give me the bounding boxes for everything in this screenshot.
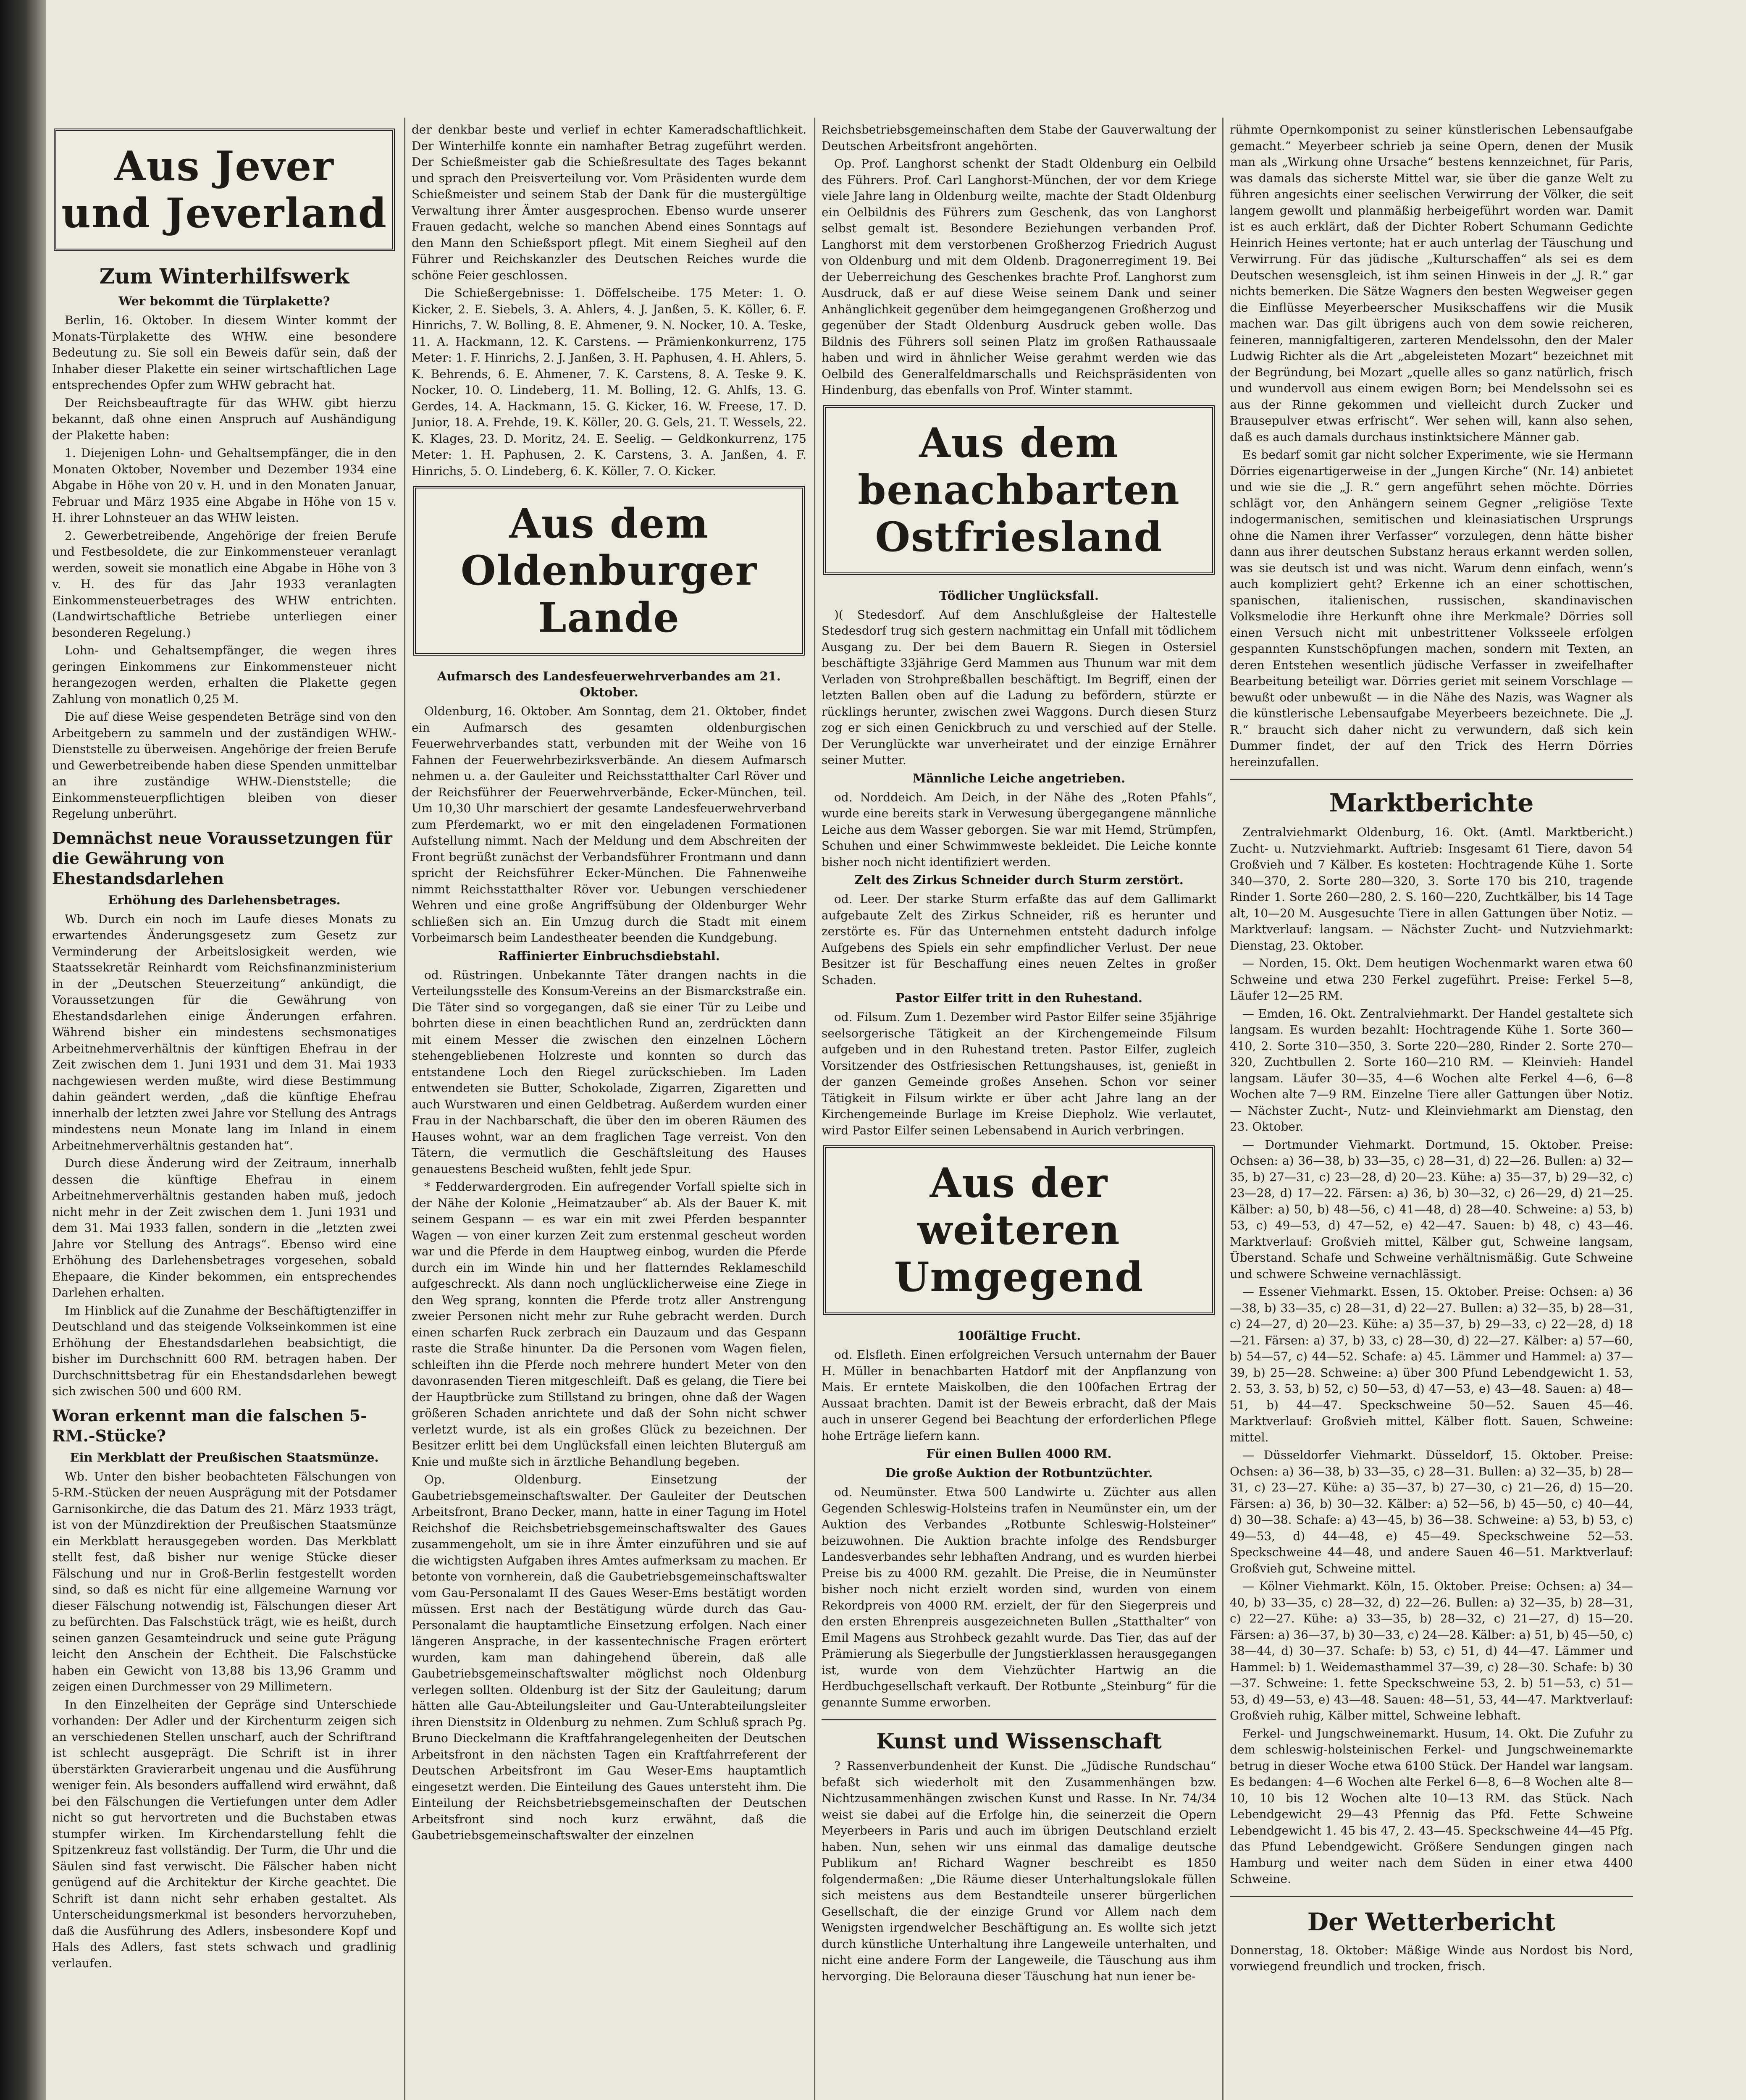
paragraph: In den Einzelheiten der Gepräge sind Unterschiede vorhanden: Der Adler und der Kirchenturm zeigen sich an verschiedenen Stellen unscharf, auch der Schriftrand ist schlecht ausgeprägt. Die Schrift ist in ihrer überstärkten Gravierarbeit ungenau und die Ausführung weniger fein. Als besonders auffallend wird erwähnt, daß bei den Fälschungen die Vertiefungen unter dem Adler nicht so gut hervortreten und die Buchstaben etwas stumpfer wirken. Im Kirchendarstellung fehlt die Spitzenkreuz fast vollständig. Der Turm, die Uhr und die Säulen sind fast verwischt. Die Fälscher haben nicht genügend auf die Architektur der Kirche geachtet. Die Schrift ist dann nicht sehr erhaben gestaltet. Als Unterscheidungsmerkmal ist besonders hervorzuheben, daß die Ausführung des Adlers, insbesondere Kopf und Hals des Adlers, fast stets schwach und gradlinig verlaufen. (52, 1697, 396, 1970)
market-report: Zentralviehmarkt Oldenburg, 16. Okt. (Amtl. Marktbericht.) Zucht- u. Nutzviehmarkt. Auftrieb: Insgesamt 61 Tiere, davon 54 Großvieh und 7 Kälber. Es kosteten: Hochtragende Kühe 1. Sorte 340—370, 2. Sorte 280—320, 3. Sorte 170 bis 210, tragende Rinder 1. Sorte 260—280, 2. S. 160—220, Zuchtkälber, bis 14 Tage alt, 10—20 M. Ausgesuchte Tiere in allen Gattungen über Notiz. — Marktverlauf: langsam. — Nächster Zucht- und Nutzviehmarkt: Dienstag, 23. Oktober. (1230, 825, 1633, 953)
market-report: — Essener Viehmarkt. Essen, 15. Oktober. Preise: Ochsen: a) 36—38, b) 33—35, c) 28—31, d) 22—27. Bullen: a) 32—35, b) 28—31, c) 24—27, d) 20—23. Kühe: a) 35—37, b) 29—33, c) 22—28, d) 18—21. Färsen: a) 37, b) 33, c) 28—30, d) 22—27. Kälber: a) 57—60, b) 54—57, c) 44—52. Schafe: a) 45. Lämmer und Hammel: a) 37—39, b) 25—28. Schweine: a) über 300 Pfund Lebendgewicht 1. 53, 2. 53, 3. 53, b) 52, c) 50—53, d) 47—53, e) 43—48. Sauen: a) 48—51, b) 44—47. Speckschweine 50—52. Sauen 45—46. Marktverlauf: Großvieh mittel, Kälber flott. Sauen, Schweine: mittel. (1230, 1285, 1633, 1444)
newspaper-page (46, 0, 1746, 2100)
weather-report-title: Der Wetterbericht (1307, 1907, 1556, 1936)
column-2 (412, 122, 806, 2100)
paragraph: Reichsbetriebsgemeinschaften dem Stabe der Gauverwaltung der Deutschen Arbeitsfront angehörten. (822, 123, 1216, 153)
paragraph: Op. Prof. Langhorst schenkt der Stadt Oldenburg ein Oelbild des Führers. Prof. Carl Langhorst-München, der vor dem Kriege viele Jahre lang in Oldenburg weilte, machte der Stadt Oldenburg ein Oelbildnis des Führers zum Geschenk, das von Langhorst selbst gemalt ist. Besondere Beziehungen verbanden Prof. Langhorst mit dem verstorbenen Großherzog Friedrich August von Oldenburg und mit dem Oldenb. Dragonerregiment 19. Bei der Ueberreichung des Geschenkes brachte Prof. Langhorst zum Ausdruck, daß er auf diese Weise seinem Dank und seiner Anhänglichkeit gegenüber dem heimgegangenen Großherzog und gegenüber der Stadt Oldenburg Ausdruck geben wolle. Das Bildnis des Führers soll seinen Platz im großen Rathaussaale haben und wird in ähnlicher Weise gerahmt werden wie das Oelbild des Generalfeldmarschalls und Reichspräsidenten von Hindenburg, das ebenfalls von Prof. Winter stammt. (822, 157, 1216, 397)
divider (822, 1719, 1216, 1720)
market-report: — Dortmunder Viehmarkt. Dortmund, 15. Oktober. Preise: Ochsen: a) 36—38, b) 33—35, c) 28—31, d) 22—26. Bullen: a) 32—35, b) 27—31, c) 23—28, d) 20—23. Kühe: a) 35—37, b) 29—32, c) 23—28, d) 17—22. Färsen: a) 36, b) 30—32, c) 26—29, d) 21—25. Kälber: a) 50, b) 48—56, c) 41—48, d) 28—40. Schweine: a) 53, b) 53, c) 49—53, d) 47—52, e) 42—47. Sauen: b) 48, c) 43—46. Marktverlauf: Großvieh mittel, Kälber gut, Schweine langsam, Überstand. Schafe und Schweine verhältnismäßig. Gute Schweine und schwere Schweine vernachlässigt. (1230, 1137, 1633, 1281)
paragraph: der denkbar beste und verlief in echter Kameradschaftlichkeit. Der Winterhilfe konnte ein namhafter Betrag zugeführt werden. Der Schießmeister gab die Schießresultate des Tages bekannt und sprach den Preisverteilung vor. Vom Präsidenten wurde dem Schießmeister und seinem Stab der Dank für die mustergültige Verwaltung ihrer Ämter ausgesprochen. Ebenso wurde unserer Frauen gedacht, welche so manchen Abend eines Sonntags auf den Mann den Schießsport pflegt. Mit einem Siegheil auf den Führer und Reichskanzler des Deutschen Reiches wurde die schöne Feier geschlossen. (412, 123, 806, 282)
subheadline: Die große Auktion der Rotbuntzüchter. (885, 1466, 1153, 1480)
section-header-line: Aus dem Oldenburger (460, 500, 758, 594)
subheadline: Tödlicher Unglücksfall. (939, 588, 1099, 603)
paragraph: rühmte Opernkomponist zu seiner künstlerischen Lebensaufgabe gemacht.“ Meyerbeer schrieb ja seine Opern, denen der Musik man als „Wirkung ohne Ursache“ bestens kennzeichnet, für Paris, was damals das sicherste Mittel war, sie über die ganze Welt zu führen angesichts einer seelischen Verwirrung der Völker, die seit langem gewollt und planmäßig herbeigeführt worden war. Damit ist es auch erklärt, daß der Dichter Robert Schumann Gedichte Heinrich Heines vertonte; hat er auch unterlag der Täuschung und Verwirrung. Für das jüdische „Kulturschaffen“ als sei es dem Deutschen wesensgleich, ist ihm seinen Hinweis in der „J. R.“ gar nichts bemerken. Die Sätze Wagners den besten Wegweiser gegen die Einflüsse Meyerbeerscher Musikschaffens wir die Musik machen war. Das gilt übrigens auch von dem sowie reicheren, feineren, mannigfaltigeren, zarteren Mendelssohn, den der Maler Ludwig Richter als die Art „abgeleisteten Mozart“ bezeichnet mit der Begründung, bei Mozart „quelle alles so ganz natürlich, frisch und wundervoll aus einem ewigen Born; bei Mendelssohn sei es aus der Rinne gekommen und vielleicht durch Zucker und Brausepulver etwas erfrischt“. Wer sehen will, kann also sehen, daß es auch damals durchaus instinktsichere Männer gab. (1230, 123, 1633, 444)
paragraph: od. Neumünster. Etwa 500 Landwirte u. Züchter aus allen Gegenden Schleswig-Holsteins trafen in Neumünster ein, um der Auktion des Verbandes „Rotbunte Schleswig-Holsteiner“ beizuwohnen. Die Auktion brachte infolge des Rendsburger Landesverbandes sehr lebhaften Andrang, und es wurden hierbei Preise bis zu 4000 RM. gezahlt. Die Preise, die in Neumünster bisher noch nicht erzielt worden sind, wurden von einem Rekordpreis von 4000 RM. erzielt, der für den Siegerpreis und den ersten Ehrenpreis ausgezeichneten Bullen „Statthalter“ von Emil Magens aus Strohbeck gezahlt wurde. Das Tier, das auf der Prämierung als Siegerbulle der Jungstierklassen herausgegangen ist, wurde von dem Viehzüchter Hartwig an die Herdbuchgesellschaft verkauft. Der Rotbunte „Steinburg“ für die genannte Summe erworben. (822, 1485, 1216, 1709)
paragraph: 2. Gewerbetreibende, Angehörige der freien Berufe und Festbesoldete, die zur Einkommensteuer veranlagt werden, soweit sie monatlich eine Abgabe in Höhe von 3 v. H. des für das Jahr 1933 veranlagten Einkommensteuerbetrages des WHW entrichten. (Landwirtschaftliche Betriebe unterliegen einer besonderen Regelung.) (52, 528, 396, 640)
paragraph: Wb. Durch ein noch im Laufe dieses Monats zu erwartendes Änderungsgesetz zum Gesetz zur Verminderung der Arbeitslosigkeit werden, wie Staatssekretär Reinhardt vom Reichsfinanzministerium in der „Deutschen Steuerzeitung“ ankündigt, die Voraussetzungen für die Gewährung von Ehestandsdarlehen einige Änderungen erfahren. Während bisher ein mindestens sechsmonatiges Arbeitnehmerverhältnis der künftigen Ehefrau in der Zeit zwischen dem 1. Juni 1931 und dem 31. Mai 1933 nachgewiesen werden mußte, wird diese Bestimmung dahin geändert werden, „daß die künftige Ehefrau innerhalb der letzten zwei Jahre vor Stellung des Antrags mindestens neun Monate lang im Inland in einem Arbeitnehmerverhältnis gestanden hat“. (52, 912, 396, 1152)
market-report: — Emden, 16. Okt. Zentralviehmarkt. Der Handel gestaltete sich langsam. Es wurden bezahlt: Hochtragende Kühe 1. Sorte 360—410, 2. Sorte 310—350, 3. Sorte 220—280, Rinder 2. Sorte 270—320, Zuchtbullen 2. Sorte 160—210 RM. — Kleinvieh: Handel langsam. Läufer 30—35, 4—6 Wochen alte Ferkel 4—6, 6—8 Wochen alte 7—9 RM. Einzelne Tiere aller Gattungen über Notiz. — Nächster Zucht-, Nutz- und Kleinviehmarkt am Dienstag, den 23. Oktober. (1230, 1006, 1633, 1134)
headline: Woran erkennt man die falschen 5-RM.-Stücke? (52, 1406, 368, 1445)
paragraph: od. Elsfleth. Einen erfolgreichen Versuch unternahm der Bauer H. Müller in benachbarten Hatdorf mit der Anpflanzung von Mais. Er erntete Maiskolben, die den 100fachen Ertrag der Aussaat brachten. Damit ist der Beweis erbracht, daß der Mais auch in unserer Gegend bei Beachtung der erforderlichen Pflege hohe Erträge liefern kann. (822, 1348, 1216, 1443)
column-1 (52, 122, 396, 2100)
subheadline: 100fältige Frucht. (957, 1328, 1081, 1343)
section-header-line: Umgegend (894, 1253, 1144, 1301)
section-header-line: Lande (538, 594, 680, 641)
section-header-line: Aus dem benachbarten (858, 419, 1180, 514)
market-report: — Norden, 15. Okt. Dem heutigen Wochenmarkt waren etwa 60 Schweine und etwa 230 Ferkel zugeführt. Preise: Ferkel 5—8, Läufer 12—25 RM. (1230, 956, 1633, 1003)
subheadline: Männliche Leiche angetrieben. (912, 771, 1126, 785)
headline: Demnächst neue Voraussetzungen für die Gewährung von Ehestandsdarlehen (52, 828, 392, 888)
paragraph: Lohn- und Gehaltsempfänger, die wegen ihres geringen Einkommens zur Einkommensteuer nicht herangezogen werden, erhalten die Plakette gegen Zahlung von monatlich 0,25 M. (52, 643, 396, 706)
paragraph: )( Stedesdorf. Auf dem Anschlußgleise der Haltestelle Stedesdorf trug sich gestern nachmittag ein Unfall mit tödlichem Ausgang zu. Der bei dem Bauern R. Siegen in Ostersiel beschäftigte 33jährige Gerd Mammen aus Thunum war mit dem Verladen von Strohpreßballen beschäftigt. Im Begriff, einen der letzten Ballen oben auf die Ladung zu befördern, stürzte er rücklings herunter, zwischen zwei Waggons. Durch diesen Sturz zog er sich einen Genickbruch zu und verschied auf der Stelle. Der Verunglückte war unverheiratet und der einzige Ernährer seiner Mutter. (822, 607, 1216, 767)
weather-report-text: Donnerstag, 18. Oktober: Mäßige Winde aus Nordost bis Nord, vorwiegend freundlich und trocken, frisch. (1230, 1943, 1633, 1973)
subheadline: Aufmarsch des Landesfeuerwehrverbandes am 21. Oktober. (437, 669, 781, 699)
section-header-line: Aus Jever (114, 142, 334, 190)
headline: Kunst und Wissenschaft (876, 1729, 1162, 1754)
paragraph: od. Norddeich. Am Deich, in der Nähe des „Roten Pfahls“, wurde eine bereits stark in Verwesung übergegangene männliche Leiche aus dem Wasser geborgen. Sie war mit Hemd, Strümpfen, Schuhen und einer Schwimmweste bekleidet. Die Leiche konnte bisher noch nicht identifiziert werden. (822, 790, 1216, 869)
column-divider (1222, 118, 1224, 2100)
section-header-weitere-umgegend (823, 1145, 1215, 1315)
subheadline: Wer bekommt die Türplakette? (118, 294, 330, 308)
section-header-line: Aus der weiteren (917, 1159, 1121, 1254)
page-binding-edge (0, 0, 46, 2100)
headline: Zum Winterhilfswerk (99, 264, 349, 289)
paragraph: Die auf diese Weise gespendeten Beträge sind von den Arbeitgebern zu sammeln und der zuständigen WHW.-Dienststelle zu überweisen. Angehörige der freien Berufe und Gewerbetreibende haben diese Spenden unmittelbar an ihre zuständige WHW.-Dienststelle; die Einkommensteuerpflichtigen bleiben von dieser Regelung unberührt. (52, 710, 396, 821)
column-3 (822, 122, 1216, 2100)
market-report: — Düsseldorfer Viehmarkt. Düsseldorf, 15. Oktober. Preise: Ochsen: a) 36—38, b) 33—35, c) 28—31. Bullen: a) 32—35, b) 28—31, c) 23—27. Kühe: a) 35—37, b) 27—30, c) 21—26, d) 15—20. Färsen: a) 36, b) 30—32. Kälber: a) 52—56, b) 45—50, c) 40—44, d) 30—38. Schafe: a) 43—45, b) 36—38. Schweine: a) 53, b) 53, c) 49—53, d) 44—48, e) 45—49. Speckschweine 52—53. Speckschweine 44—48, und andere Sauen 46—51. Marktverlauf: Großvieh gut, Schweine mittel. (1230, 1448, 1633, 1575)
paragraph: od. Leer. Der starke Sturm erfaßte das auf dem Gallimarkt aufgebaute Zelt des Zirkus Schneider, riß es herunter und zerstörte es. Für das Unternehmen entsteht dadurch infolge Aufgebens des Spiels ein sehr empfindlicher Verlust. Der neue Besitzer ist für Beschaffung eines neuen Zeltes in großer Schaden. (822, 892, 1216, 987)
subheadline: Ein Merkblatt der Preußischen Staatsmünze. (70, 1450, 379, 1465)
column-divider (814, 118, 815, 2100)
paragraph: Wb. Unter den bisher beobachteten Fälschungen von 5-RM.-Stücken der neuen Ausprägung mit der Potsdamer Garnisonkirche, die das Datum des 21. März 1933 trägt, ist von der Münzdirektion der Preußischen Staatsmünze ein Merkblatt herausgegeben worden. Das Merkblatt stellt fest, daß bisher nur wenige Stücke dieser Fälschung und nur in Groß-Berlin festgestellt worden sind, so daß es nicht für eine allgemeine Warnung vor dieser Fälschung notwendig ist, Fälschungen dieser Art zu befürchten. Das Falschstück trägt, wie es heißt, durch seinen ganzen Gesamteindruck und seine gute Prägung leicht den Anschein der Echtheit. Die Falschstücke haben ein Gewicht von 13,88 bis 13,96 Gramm und zeigen einen Durchmesser von 29 Millimetern. (52, 1469, 396, 1693)
paragraph: Es bedarf somit gar nicht solcher Experimente, wie sie Hermann Dörries eigenartigerweise in der „Jungen Kirche“ (Nr. 14) anbietet und wie sie die „J. R.“ gern angeführt sehen möchte. Dörries schlägt vor, den Anhängern seinem Gegner „religiöse Texte indogermanischen, semitischen und kleinasiatischen Ursprungs ohne die Namen ihrer Verfasser“ vorzulegen, denn hätte bisher dann aus ihrer deutschen Substanz heraus erkannt werden sollen, was sie deutsch ist und was nicht. Warum denn einfach, wenn’s auch kompliziert geht? Erkenne ich an einer schottischen, spanischen, italienischen, russischen, skandinavischen Volksmelodie ihre Herkunft ohne ihre Merkmale? Dörries soll einen Versuch nicht mit unbestrittener Volksseele erfolgen gespannten Kunstschöpfungen machen, sondern mit Texten, an deren Entstehen wesentlich jüdische Verfasser in zweifelhafter Bearbeitung beteiligt war. Dörries geriet mit seinem Vorschlage — bewußt oder unbewußt — in die Nähe des Nazis, was Wagner als die künstlerische Lebensaufgabe Meyerbeers bezeichnete. Die „J. R.“ braucht sich daher nicht zu verwundern, daß sich kein Dummer findet, der auf den Trick des Herrn Dörries hereinzufallen. (1230, 448, 1633, 769)
column-divider (404, 118, 405, 2100)
market-reports-title: Marktberichte (1329, 788, 1534, 818)
subheadline: Pastor Eilfer tritt in den Ruhestand. (895, 991, 1143, 1005)
subheadline: Raffinierter Einbruchsdiebstahl. (498, 948, 720, 963)
subheadline: Erhöhung des Darlehensbetrages. (108, 892, 341, 907)
column-4 (1230, 122, 1633, 2100)
subheadline: Für einen Bullen 4000 RM. (926, 1446, 1112, 1461)
paragraph: ? Rassenverbundenheit der Kunst. Die „Jüdische Rundschau“ befaßt sich wiederholt mit den Zusammenhängen bzw. Nichtzusammenhängen zwischen Kunst und Rasse. In Nr. 74/34 weist sie dabei auf die Erfolge hin, die seinerzeit die Opern Meyerbeers in Paris und auch im übrigen Deutschland erzielt haben. Nun, sehen wir uns einmal das damalige deutsche Publikum an! Richard Wagner beschreibt es 1850 folgendermaßen: „Die Räume dieser Unterhaltungslokale füllen sich meistens aus dem Bestandteile unserer bürgerlichen Gesellschaft, die der einzige Grund vor Allem nach dem Wenigsten irgendwelcher Beschäftigung an. Es wollte sich jetzt durch künstliche Unterhaltung ihre Langeweile unterhalten, und nicht eine andere Form der Langeweile, die Täuschung aus ihm hervorging. Die Belorauna dieser Täuschung hat nun iener be- (822, 1759, 1216, 1983)
paragraph: Der Reichsbeauftragte für das WHW. gibt hierzu bekannt, daß ohne einen Anspruch auf Aushändigung der Plakette haben: (52, 396, 396, 442)
paragraph: Im Hinblick auf die Zunahme der Beschäftigtenziffer in Deutschland und das steigende Volkseinkommen ist eine Erhöhung der Ehestandsdarlehen beabsichtigt, die bisher im Durchschnitt 600 RM. betragen haben. Der Durchschnittsbetrag für ein Ehestandsdarlehen bewegt sich zwischen 500 und 600 RM. (52, 1303, 396, 1398)
subheadline: Zelt des Zirkus Schneider durch Sturm zerstört. (854, 873, 1184, 887)
section-header-line: Ostfriesland (875, 513, 1163, 561)
paragraph: Die Schießergebnisse: 1. Döffelscheibe. 175 Meter: 1. O. Kicker, 2. E. Siebels, 3. A. Ahlers, 4. J. Janßen, 5. K. Köller, 6. F. Hinrichs, 7. W. Bolling, 8. E. Ahmener, 9. N. Nocker, 10. A. Teske, 11. A. Hackmann, 12. K. Carstens. — Prämienkonkurrenz, 175 Meter: 1. F. Hinrichs, 2. J. Janßen, 3. H. Paphusen, 4. H. Ahlers, 5. K. Behrends, 6. E. Ahmener, 7. K. Carstens, 8. A. Teske 9. K. Nocker, 10. O. Lindeberg, 11. M. Bolling, 12. G. Ahlfs, 13. G. Gerdes, 14. A. Hackmann, 15. G. Kicker, 16. W. Freese, 17. D. Junior, 18. A. Frehde, 19. K. Köller, 20. G. Gels, 21. T. Wessels, 22. K. Klages, 23. D. Moritz, 24. E. Seelig. — Geldkonkurrenz, 175 Meter: 1. H. Paphusen, 2. K. Carstens, 3. A. Janßen, 4. F. Hinrichs, 5. O. Lindeberg, 6. K. Köller, 7. O. Kicker. (412, 286, 806, 478)
section-header-oldenburger-lande (413, 486, 805, 656)
paragraph: * Fedderwardergroden. Ein aufregender Vorfall spielte sich in der Nähe der Kolonie „Heimatzauber“ ab. Als der Bauer K. mit seinem Gespann — es war ein mit zwei Pferden bespannter Wagen — von einer kurzen Zeit zum erstenmal gescheut worden war und die Pferde in dem Hauptweg einbog, wurden die Pferde durch ein im Winde hin und her flatterndes Reklameschild aufgeschreckt. Als dann noch unglücklicherweise eine Ziege in den Weg sprang, konnten die Pferde trotz aller Anstrengung zweier Personen nicht mehr zur Ruhe gebracht werden. Durch einen scharfen Ruck zerbrach ein Dauzaum und das Gespann raste die Straße hinunter. Da die Personen vom Wagen fielen, schleiften ihn die Pferde noch mehrere hundert Meter von den davonrasenden Tieren mitgeschleift. Daß es gelang, die Tiere bei der Hauptbrücke zum Stillstand zu bringen, ohne daß der Wagen größeren Schaden anrichtete und daß der Sohn nicht schwer verletzt wurde, ist als ein großes Glück zu bezeichnen. Der Besitzer erlitt bei dem Unglücksfall einen leichten Bluterguß am Knie und mußte sich in ärztliche Behandlung begeben. (412, 1180, 806, 1469)
paragraph: 1. Diejenigen Lohn- und Gehaltsempfänger, die in den Monaten Oktober, November und Dezember 1934 eine Abgabe in Höhe von 20 v. H. und in den Monaten Januar, Februar und März 1935 eine Abgabe in Höhe von 15 v. H. ihrer Lohnsteuer an das WHW leisten. (52, 446, 396, 525)
paragraph: od. Filsum. Zum 1. Dezember wird Pastor Eilfer seine 35jährige seelsorgerische Tätigkeit an der Kirchengemeinde Filsum aufgeben und in den Ruhestand treten. Pastor Eilfer, zugleich Vorsitzender des Ostfriesischen Rettungshauses, ist, genießt in der ganzen Gemeinde großes Ansehen. Schon vor seiner Tätigkeit in Filsum wirkte er über acht Jahre lang an der Kirchengemeinde Burlage im Kreise Diepholz. Wie verlautet, wird Pastor Eilfer seinen Lebensabend in Aurich verbringen. (822, 1010, 1216, 1137)
paragraph: Durch diese Änderung wird der Zeitraum, innerhalb dessen die künftige Ehefrau in einem Arbeitnehmerverhältnis gestanden haben muß, jedoch nicht mehr in der Zeit zwischen dem 1. Juni 1931 und dem 31. Mai 1933 fallen, sondern in die „letzten zwei Jahre vor Stellung des Antrags“. Ebenso wird eine Erhöhung des Darlehensbetrages vorgesehen, sobald Ehepaare, die Kinder bekommen, ein entsprechendes Darlehen erhalten. (52, 1156, 396, 1299)
section-header-jever (54, 129, 395, 251)
section-header-line: und Jeverland (61, 189, 387, 237)
paragraph: Op. Oldenburg. Einsetzung der Gaubetriebsgemeinschaftswalter. Der Gauleiter der Deutschen Arbeitsfront, Brano Decker, mann, hatte in einer Tagung im Hotel Reichshof die Reichsbetriebsgemeinschaftswalter des Gaues zusammengeholt, um sie in ihre Ämter einzuführen und sie auf die wichtigsten Aufgaben ihres Amtes aufmerksam zu machen. Er betonte von vornherein, daß die Gaubetriebsgemeinschaftswalter vom Gau-Personalamt II des Gaues Weser-Ems bestätigt worden müssen. Erst nach der Bestätigung würde durch das Gau-Personalamt die hauptamtliche Einsetzung erfolgen. Nach einer längeren Ansprache, in der kassentechnische Fragen erörtert wurden, kam man dahingehend überein, daß alle Gaubetriebsgemeinschaftswalter möglichst noch Oldenburg verlegen sollten. Oldenburg ist der Sitz der Gauleitung; darum hätten alle Gau-Abteilungsleiter und Gau-Unterabteilungsleiter ihren Dienstsitz in Oldenburg zu nehmen. Zum Schluß sprach Pg. Bruno Dieckelmann die Kraftfahrangelegenheiten der Deutschen Arbeitsfront in den nächsten Tagen ein Kraftfahrreferent der Deutschen Arbeitsfront im Gau Weser-Ems hauptamtlich eingesetzt werden. Die Einteilung des Gaues untersteht ihm. Die Einteilung der Reichsbetriebsgemeinschaften der Deutschen Arbeitsfront sind noch kurz erwähnt, daß die Gaubetriebsgemeinschaftswalter der einzelnen (412, 1473, 806, 1842)
paragraph: od. Rüstringen. Unbekannte Täter drangen nachts in die Verteilungsstelle des Konsum-Vereins an der Bismarckstraße ein. Die Täter sind so vorgegangen, daß sie einer Tür zu Leibe und bohrten diese in einen beachtlichen Rund an, zerdrückten dann mit einem Messer die zwischen den einzelnen Löchern stehengebliebenen Holzreste und konnten so durch das entstandene Loch den Riegel zurückschieben. Im Laden entwendeten sie Butter, Schokolade, Zigarren, Zigaretten und auch Wurstwaren und einen Geldbetrag. Außerdem wurden einer Frau in der Nachbarschaft, die über den im oberen Räumen des Hauses wohnt, war an dem fraglichen Tage verreist. Von den Tätern, die vermutlich die Geschäftsleitung des Hauses genauestens Bescheid wußten, fehlt jede Spur. (412, 968, 806, 1176)
market-report: — Kölner Viehmarkt. Köln, 15. Oktober. Preise: Ochsen: a) 34—40, b) 33—35, c) 28—32, d) 22—26. Bullen: a) 32—35, b) 28—31, c) 22—27. Kühe: a) 33—35, b) 28—32, c) 21—27, d) 15—20. Färsen: a) 36—37, b) 30—33, c) 24—28. Kälber: a) 51, b) 45—50, c) 38—44, d) 30—37. Schafe: b) 53, c) 51, d) 44—47. Lämmer und Hammel: b) 1. Weidemasthammel 37—39, c) 28—30. Schafe: b) 30—37. Schweine: 1. fette Speckschweine 53, 2. b) 51—53, c) 51—53, d) 49—53, e) 43—48. Sauen: 48—51, 53, 44—47. Marktverlauf: Großvieh ruhig, Kälber mittel, Schweine lebhaft. (1230, 1579, 1633, 1722)
paragraph: Oldenburg, 16. Oktober. Am Sonntag, dem 21. Oktober, findet ein Aufmarsch des gesamten oldenburgischen Feuerwehrverbandes statt, verbunden mit der Weihe von 16 Fahnen der Feuerwehrbezirksverbände. An diesem Aufmarsch nehmen u. a. der Gauleiter und Reichsstatthalter Carl Röver und der Reichsführer der Feuerwehrverbände, Ecker-München, teil. Um 10,30 Uhr marschiert der gesamte Landesfeuerwehrverband zum Pferdemarkt, wo er mit den eingeladenen Formationen Aufstellung nimmt. Nach der Meldung und dem Abschreiten der Front begrüßt zunächst der Verbandsführer Frontmann und dann spricht der Reichsführer Ecker-München. Die Fahnenweihe nimmt Reichsstatthalter Röver vor. Uebungen verschiedener Wehren und eine große Angriffsübung der Oldenburger Wehr schließen sich an. Ein Umzug durch die Stadt mit einem Vorbeimarsch beim Landestheater beenden die Kundgebung. (412, 704, 806, 945)
paragraph: Berlin, 16. Oktober. In diesem Winter kommt der Monats-Türplakette des WHW. eine besondere Bedeutung zu. Sie soll ein Beweis dafür sein, daß der Inhaber dieser Plakette ein seiner wirtschaftlichen Lage entsprechendes Opfer zum WHW gebracht hat. (52, 313, 396, 392)
divider (1230, 779, 1633, 780)
market-report: Ferkel- und Jungschweinemarkt. Husum, 14. Okt. Die Zufuhr zu dem schleswig-holsteinischen Ferkel- und Jungschweinemarkte betrug in dieser Woche etwa 6100 Stück. Der Handel war langsam. Es bedangen: 4—6 Wochen alte Ferkel 6—8, 6—8 Wochen alte 8—10, 10 bis 12 Wochen alte 10—13 RM. das Stück. Nach Lebendgewicht 29—43 Pfennig das Pfd. Fette Schweine Lebendgewicht 1. 45 bis 47, 2. 43—45. Speckschweine 44—45 Pfg. das Pfund Lebendgewicht. Größere Sendungen gingen nach Hamburg und weiter nach dem Süden in einer etwa 4400 Schweine. (1230, 1726, 1633, 1886)
divider (1230, 1896, 1633, 1897)
section-header-ostfriesland (823, 405, 1215, 575)
